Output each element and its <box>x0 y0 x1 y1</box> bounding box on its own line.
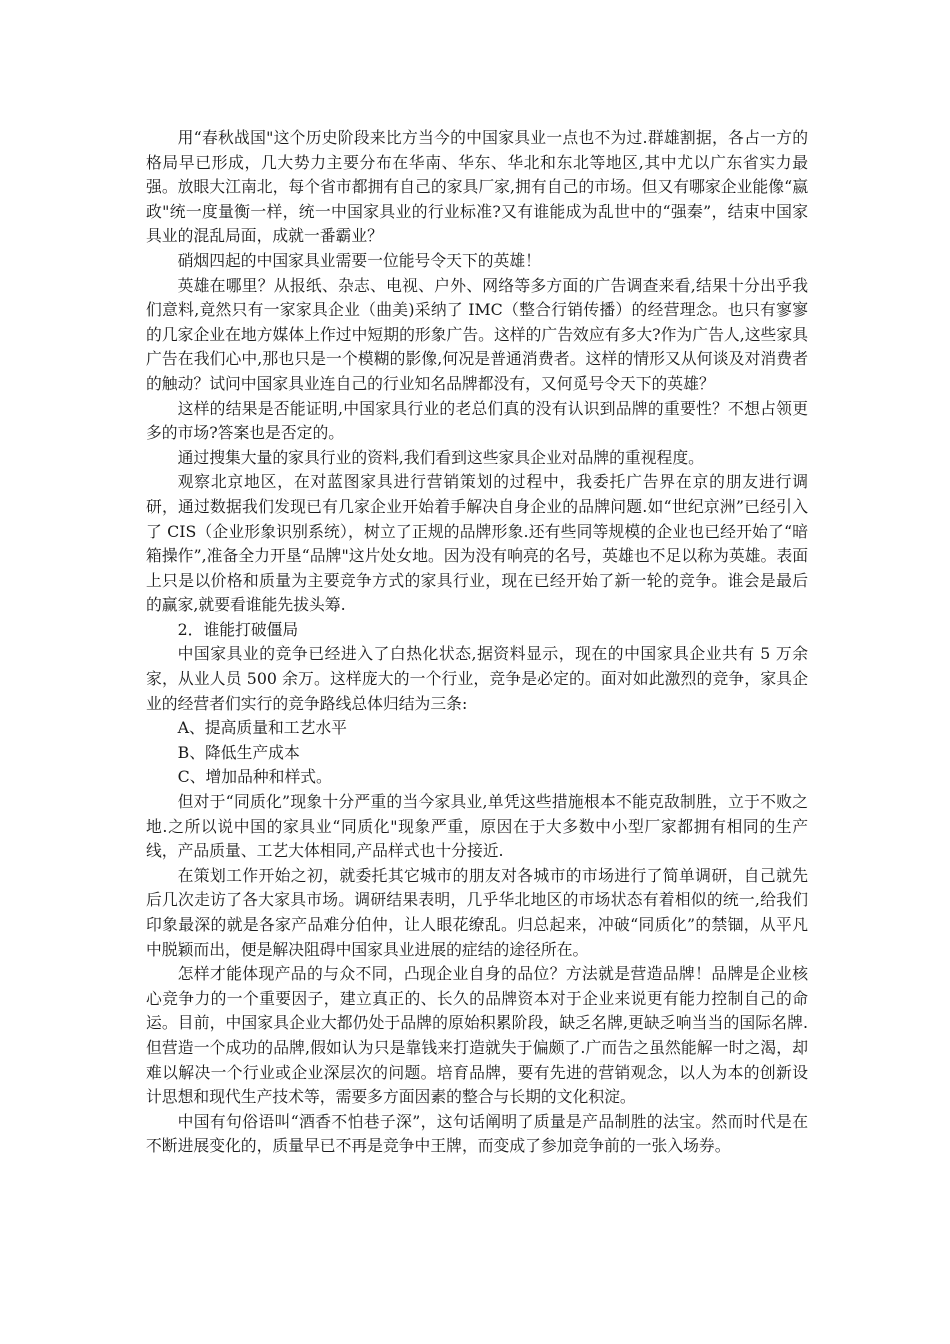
list-item-b: B、降低生产成本 <box>177 742 300 762</box>
paragraph-competition-status: 中国家具业的竞争已经进入了白热化状态,据资料显示，现在的中国家具企业共有 5 万余家，从业人员 500 余万。这样庞大的一个行业，竞争是必定的。面对如此激烈的竞争，家具企业的经营者们实行的竞争路线总体归结为三条: <box>146 644 808 713</box>
list-item-a: A、提高质量和工艺水平 <box>177 718 347 738</box>
list-item-c: C、增加品种和样式。 <box>177 767 332 787</box>
paragraph-proverb-quality: 中国有句俗语叫“酒香不怕巷子深”，这句话阐明了质量是产品制胜的法宝。然而时代是在不断进展变化的，质量早已不再是竞争中王牌，而变成了参加竞争前的一张入场券。 <box>146 1111 808 1156</box>
paragraph-need-hero: 硝烟四起的中国家具业需要一位能号令天下的英雄！ <box>177 250 541 270</box>
paragraph-where-hero: 英雄在哪里？从报纸、杂志、电视、户外、网络等多方面的广告调查来看,结果十分出乎我们意料,竟然只有一家家具企业（曲美)采纳了 IMC（整合行销传播）的经营理念。也只有寥寥的几家企业在地方媒体上作过中短期的形象广告。这样的广告效应有多大?作为广告人,这些家具广告在我们心中,那也只是一个模糊的影像,何况是普通消费者。这样的情形又从何谈及对消费者的触动？试问中国家具业连自己的行业知名品牌都没有，又何觅号令天下的英雄？ <box>146 275 808 393</box>
section-heading-break-deadlock: 2．谁能打破僵局 <box>177 619 299 639</box>
document-body <box>146 126 808 1159</box>
paragraph-build-brand: 怎样才能体现产品的与众不同，凸现企业自身的品位？方法就是营造品牌！品牌是企业核心竞争力的一个重要因子，建立真正的、长久的品牌资本对于企业来说更有能力控制自己的命运。目前，中国家具企业大都仍处于品牌的原始积累阶段，缺乏名牌,更缺乏响当当的国际名牌.但营造一个成功的品牌,假如认为只是靠钱来打造就失于偏颇了.广而告之虽然能解一时之渴，却难以解决一个行业或企业深层次的问题。培育品牌，要有先进的营销观念，以人为本的创新设计思想和现代生产技术等，需要多方面因素的整合与长期的文化积淀。 <box>146 964 808 1107</box>
paragraph-brand-importance: 这样的结果是否能证明,中国家具行业的老总们真的没有认识到品牌的重要性？不想占领更多的市场?答案也是否定的。 <box>146 398 808 443</box>
paragraph-market-research: 在策划工作开始之初，就委托其它城市的朋友对各城市的市场进行了简单调研，自己就先后几次走访了各大家具市场。调研结果表明，几乎华北地区的市场状态有着相似的统一,给我们印象最深的就是各家产品难分伯仲，让人眼花缭乱。归总起来，冲破“同质化”的禁锢，从平凡中脱颖而出，便是解决阻碍中国家具业进展的症结的途径所在。 <box>146 865 808 959</box>
paragraph-beijing-observation: 观察北京地区，在对蓝图家具进行营销策划的过程中，我委托广告界在京的朋友进行调研，通过数据我们发现已有几家企业开始着手解决自身企业的品牌问题.如“世纪京洲”已经引入了 CIS（企业形象识别系统），树立了正规的品牌形象.还有些同等规模的企业也已经开始了“暗箱操作”,准备全力开垦“品牌"这片处女地。因为没有响亮的名号，英雄也不足以称为英雄。表面上只是以价格和质量为主要竞争方式的家具行业，现在已经开始了新一轮的竞争。谁会是最后的赢家,就要看谁能先拔头筹. <box>146 472 808 615</box>
paragraph-data-collection: 通过搜集大量的家具行业的资料,我们看到这些家具企业对品牌的重视程度。 <box>177 447 704 467</box>
paragraph-homogenization: 但对于“同质化”现象十分严重的当今家具业,单凭这些措施根本不能克敌制胜，立于不败之地.之所以说中国的家具业“同质化"现象严重，原因在于大多数中小型厂家都拥有相同的生产线，产品质量、工艺大体相同,产品样式也十分接近. <box>146 792 808 861</box>
paragraph-spring-autumn-analogy: 用“春秋战国"这个历史阶段来比方当今的中国家具业一点也不为过.群雄割据，各占一方的格局早已形成，几大势力主要分布在华南、华东、华北和东北等地区,其中尤以广东省实力最强。放眼大江南北，每个省市都拥有自己的家具厂家,拥有自己的市场。但又有哪家企业能像“嬴政"统一度量衡一样，统一中国家具业的行业标准?又有谁能成为乱世中的“强秦”，结束中国家具业的混乱局面，成就一番霸业？ <box>146 128 808 246</box>
